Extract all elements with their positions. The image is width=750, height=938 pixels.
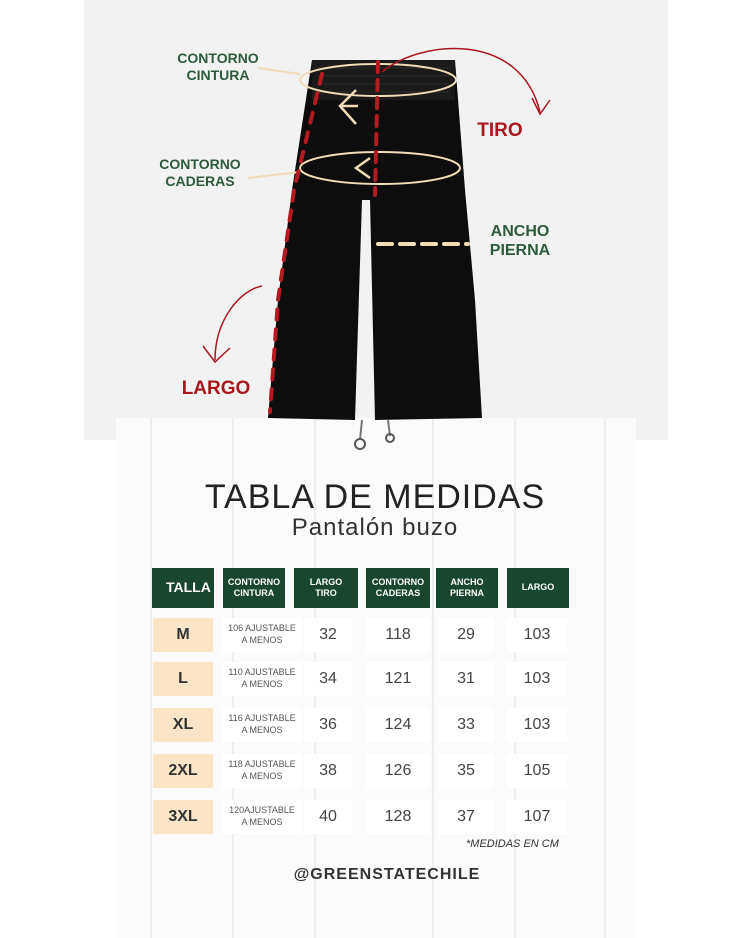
header-line: PIERNA [449,588,484,598]
label-line: CONTORNO [177,50,259,66]
size-cell: L [153,662,213,696]
label-line: CADERAS [165,172,235,189]
label-line: CINTURA [186,66,250,83]
page-title: TABLA DE MEDIDAS [204,478,546,516]
header-ancho-pierna [436,568,498,608]
units-note: *MEDIDAS EN CM [466,838,559,850]
header-line: CONTORNO [371,576,425,587]
pierna-cell: 33 [438,708,494,742]
tiro-cell: 36 [304,708,352,742]
tiro-cell: 32 [304,618,352,652]
drawcord-left [360,420,362,440]
size-cell: XL [153,708,213,742]
cell-line: 120AJUSTABLE [229,805,295,816]
cintura-cell [222,662,302,696]
largo-cell: 103 [507,708,567,742]
pierna-cell: 35 [438,754,494,788]
social-handle: @GREENSTATECHILE [293,866,481,883]
cell-line: 110 AJUSTABLE [228,667,296,678]
largo-arrow-head [203,346,230,362]
pierna-cell: 29 [438,618,494,652]
cell-line: A MENOS [241,635,283,645]
label-largo: LARGO [181,378,251,399]
tiro-cell: 34 [304,662,352,696]
pants-illustration [0,0,750,460]
cell-line: 106 AJUSTABLE [228,623,296,634]
caderas-cell: 128 [366,800,430,834]
cord-toggle-left [355,439,365,449]
tiro-cell: 38 [304,754,352,788]
largo-cell: 107 [507,800,567,834]
header-talla: TALLA [152,568,214,608]
largo-cell: 103 [507,662,567,696]
header-line: LARGO [309,576,343,587]
pants-shape [268,60,482,420]
size-cell: 3XL [153,800,213,834]
header-line: TIRO [315,588,337,598]
header-contorno-cintura [223,568,285,608]
caderas-cell: 124 [366,708,430,742]
caderas-cell: 121 [366,662,430,696]
cell-line: 118 AJUSTABLE [228,759,296,770]
label-tiro: TIRO [477,120,523,141]
largo-cell: 105 [507,754,567,788]
cintura-cell [222,618,302,652]
header-line: CINTURA [233,588,275,598]
caderas-cell: 118 [366,618,430,652]
largo-curved-arrow [215,286,262,360]
header-largo-tiro [294,568,358,608]
tiro-arrow-head [532,98,550,114]
cintura-cell [222,800,302,834]
cell-line: 116 AJUSTABLE [228,713,296,724]
pierna-cell: 31 [438,662,494,696]
size-cell: 2XL [153,754,213,788]
cell-line: A MENOS [241,725,283,735]
hip-pointer-line [248,172,300,178]
label-line: PIERNA [489,242,551,260]
label-ancho-pierna [478,222,562,260]
cell-line: A MENOS [241,771,283,781]
cintura-cell [222,708,302,742]
label-line: ANCHO [490,223,550,240]
header-line: CADERAS [375,588,421,598]
largo-cell: 103 [507,618,567,652]
caderas-cell: 126 [366,754,430,788]
tiro-cell: 40 [304,800,352,834]
label-contorno-cintura [168,50,268,84]
pierna-cell: 37 [438,800,494,834]
header-line: CONTORNO [227,576,281,587]
header-contorno-caderas [366,568,430,608]
page-subtitle: Pantalón buzo [291,514,459,541]
cell-line: A MENOS [241,679,283,689]
size-cell: M [153,618,213,652]
label-contorno-caderas [150,156,250,190]
cell-line: A MENOS [241,817,283,827]
header-line: ANCHO [450,576,484,587]
label-line: CONTORNO [159,156,241,172]
header-largo: LARGO [507,568,569,608]
cintura-cell [222,754,302,788]
